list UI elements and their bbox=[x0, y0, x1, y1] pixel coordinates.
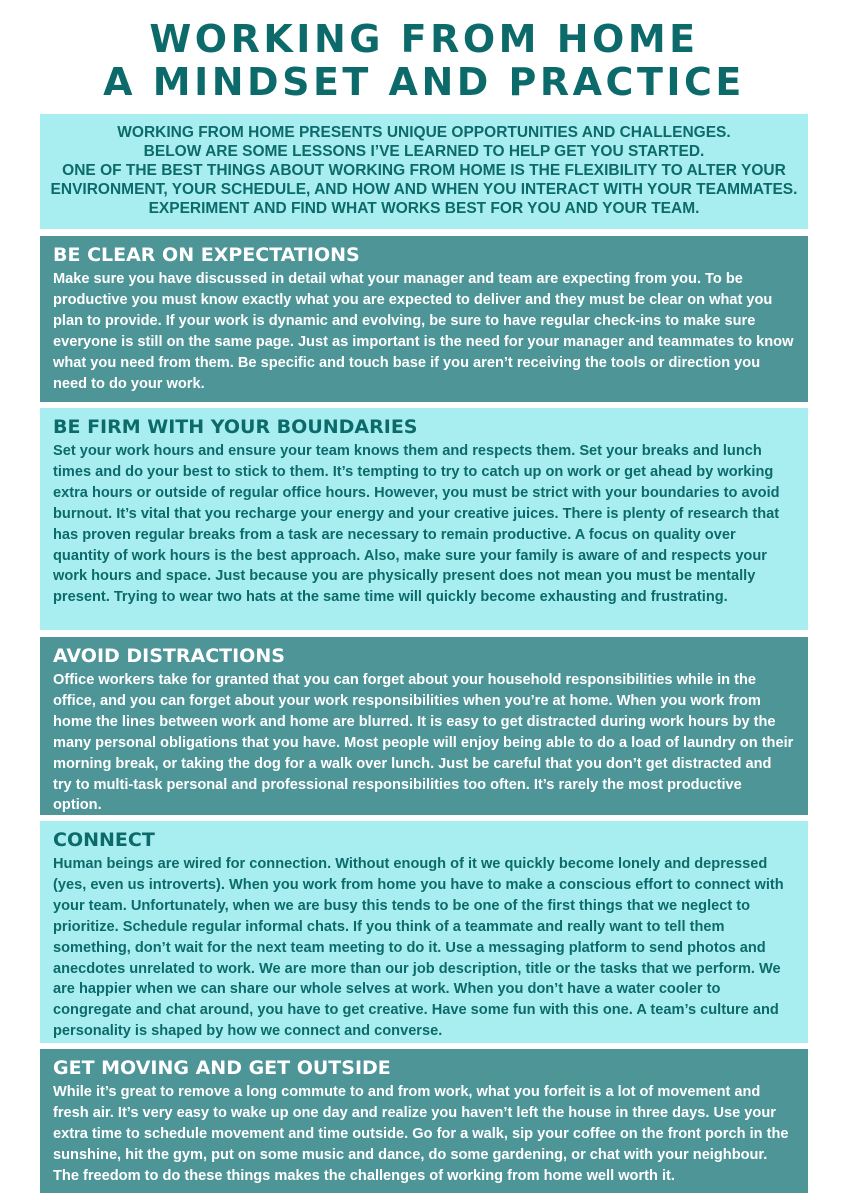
section-heading: GET MOVING AND GET OUTSIDE bbox=[53, 1057, 391, 1079]
section-body: Set your work hours and ensure your team knows them and respects them. Set your breaks and lunch times and do your best to stick to them. It’s tempting to try to catch up on work or get ahead by working extra hours or outside of regular office hours. However, you must be strict with your boundaries to avoid burnout. It’s vital that you recharge your energy and your creative juices. There is plenty of research that has proven regular breaks from a task are necessary to remain productive. A focus on quality over quantity of work hours is the best approach. Also, make sure your family is aware of and respects your work hours and space. Just because you are physically present does not mean you must be mentally present. Trying to wear two hats at the same time will quickly become exhausting and frustrating. bbox=[53, 443, 780, 606]
section-heading: BE FIRM WITH YOUR BOUNDARIES bbox=[53, 416, 418, 438]
section-get-moving bbox=[40, 1049, 808, 1193]
intro-line: EXPERIMENT AND FIND WHAT WORKS BEST FOR YOU AND YOUR TEAM. bbox=[148, 200, 700, 217]
section-body: Office workers take for granted that you can forget about your household responsibilities while in the office, and you can forget about your work responsibilities when you’re at home. When you work from home the lines between work and home are blurred. It is easy to get distracted during work hours by the many personal obligations that you have. Most people will enjoy being able to do a load of laundry on their morning break, or taking the dog for a walk over lunch. Just be careful that you don’t get distracted and try to multi-task personal and professional responsibilities too often. It’s rarely the most productive option. bbox=[53, 672, 794, 814]
section-body: Make sure you have discussed in detail what your manager and team are expecting from you. To be productive you must know exactly what you are expected to deliver and they must be clear on what you plan to provide. If your work is dynamic and evolving, be sure to have regular check-ins to make sure everyone is still on the same page. Just as important is the need for your manager and teammates to know what you need from them. Be specific and touch base if you aren’t receiving the tools or direction you need to do your work. bbox=[53, 271, 794, 392]
section-heading: BE CLEAR ON EXPECTATIONS bbox=[53, 244, 360, 266]
page-title bbox=[0, 18, 848, 104]
section-distractions bbox=[40, 637, 808, 815]
intro-panel bbox=[40, 114, 808, 229]
intro-line: ENVIRONMENT, YOUR SCHEDULE, AND HOW AND WHEN YOU INTERACT WITH YOUR TEAMMATES. bbox=[50, 181, 798, 198]
section-body: While it’s great to remove a long commute to and from work, what you forfeit is a lot of movement and fresh air. It’s very easy to wake up one day and realize you haven’t left the house in three days. Use your extra time to schedule movement and time outside. Go for a walk, sip your coffee on the front porch in the sunshine, hit the gym, put on some music and dance, do some gardening, or chat with your neighbour. The freedom to do these things makes the challenges of working from home well worth it. bbox=[53, 1084, 789, 1184]
section-heading: AVOID DISTRACTIONS bbox=[53, 645, 285, 667]
intro-line: BELOW ARE SOME LESSONS I’VE LEARNED TO HELP GET YOU STARTED. bbox=[143, 143, 705, 160]
section-boundaries bbox=[40, 408, 808, 630]
section-heading: CONNECT bbox=[53, 829, 155, 851]
section-body: Human beings are wired for connection. Without enough of it we quickly become lonely and depressed (yes, even us introverts). When you work from home you have to make a conscious effort to connect with your team. Unfortunately, when we are busy this tends to be one of the first things that we neglect to prioritize. Schedule regular informal chats. If you think of a teammate and really want to tell them something, don’t wait for the next team meeting to do it. Use a messaging platform to send photos and anecdotes unrelated to work. We are more than our job description, title or the tasks that we perform. We are happier when we can share our whole selves at work. When you don’t have a water cooler to congregate and chat around, you have to get creative. Have some fun with this one. A team’s culture and personality is shaped by how we connect and converse. bbox=[53, 856, 784, 1040]
intro-line: WORKING FROM HOME PRESENTS UNIQUE OPPORTUNITIES AND CHALLENGES. bbox=[117, 124, 731, 141]
intro-line: ONE OF THE BEST THINGS ABOUT WORKING FROM HOME IS THE FLEXIBILITY TO ALTER YOUR bbox=[62, 162, 786, 179]
section-connect bbox=[40, 821, 808, 1043]
title-line-2: A MINDSET AND PRACTICE bbox=[103, 60, 745, 104]
section-expectations bbox=[40, 236, 808, 402]
title-line-1: WORKING FROM HOME bbox=[149, 17, 699, 61]
